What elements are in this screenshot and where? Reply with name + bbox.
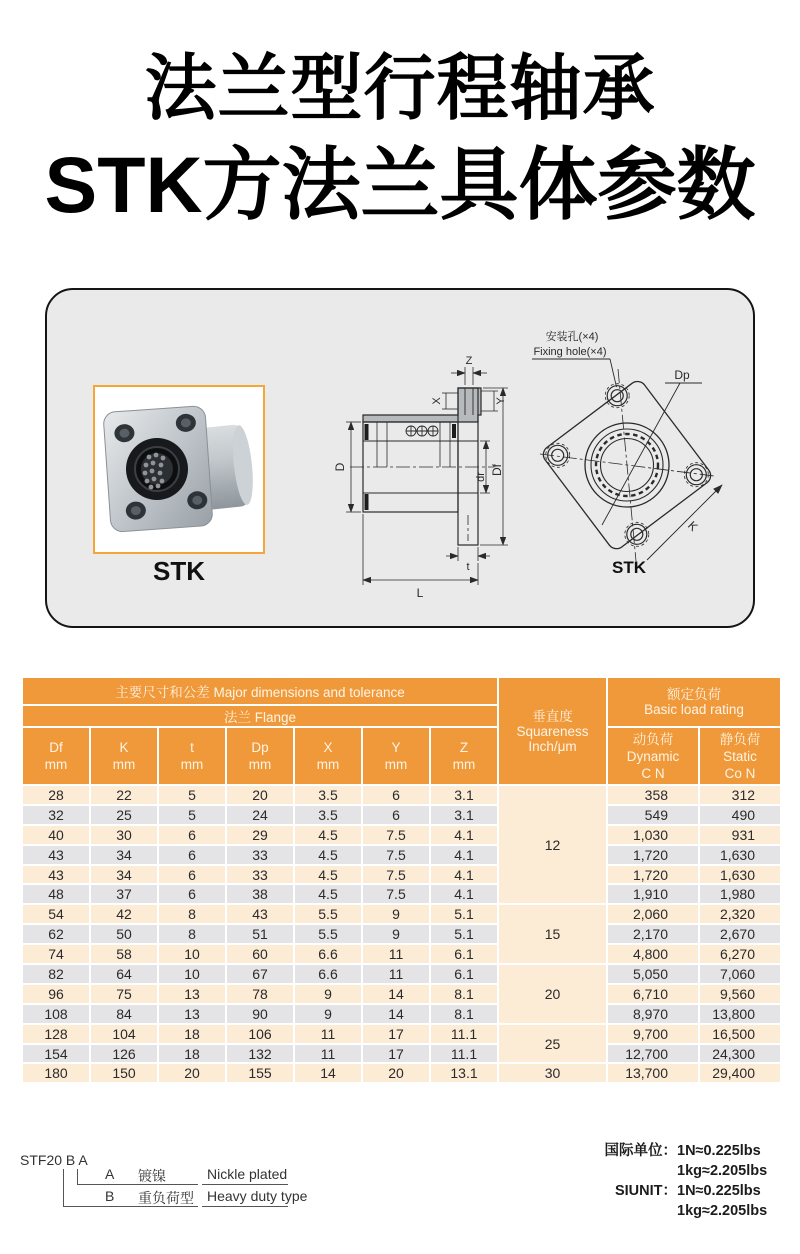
table-row [22, 865, 781, 885]
dim-dp-label: Dp [674, 368, 690, 382]
header-squareness [498, 677, 607, 785]
product-photo [93, 385, 265, 554]
dimension-cell: 51 [226, 924, 294, 944]
dimension-cell: 180 [22, 1063, 90, 1083]
dim-df-label: Df [490, 464, 504, 476]
dynamic-load-cell: 6,710 [607, 984, 699, 1004]
dynamic-load-cell: 13,700 [607, 1063, 699, 1083]
dimension-cell: 6 [158, 884, 226, 904]
dim-z-label: Z [465, 355, 473, 367]
bearing-photo-illustration [95, 387, 263, 552]
page-title: 法兰型行程轴承 [144, 49, 656, 129]
dimension-cell: 8 [158, 904, 226, 924]
dimension-cell: 10 [158, 964, 226, 984]
static-load-cell: 1,630 [699, 865, 781, 885]
dimension-cell: 3.5 [294, 785, 362, 805]
col-df: Df mm [22, 727, 90, 785]
dimension-cell: 9 [294, 1004, 362, 1024]
squareness-cell: 30 [498, 1063, 607, 1083]
dimension-cell: 7.5 [362, 865, 430, 885]
dynamic-load-cell: 2,060 [607, 904, 699, 924]
dimension-cell: 5.1 [430, 904, 498, 924]
dimension-cell: 6 [158, 845, 226, 865]
dimension-cell: 8.1 [430, 984, 498, 1004]
unit-row [575, 1161, 775, 1181]
static-load-cell: 24,300 [699, 1044, 781, 1064]
dimension-cell: 58 [90, 944, 158, 964]
legend-code-a: A [105, 1166, 115, 1182]
dim-dr-label: dr [475, 472, 487, 482]
col-k: K mm [90, 727, 158, 785]
dimension-cell: 20 [226, 785, 294, 805]
dimension-cell: 6 [362, 805, 430, 825]
dim-y-label: Y [495, 397, 507, 405]
col-z: Z mm [430, 727, 498, 785]
dimension-cell: 17 [362, 1044, 430, 1064]
dimension-cell: 9 [294, 984, 362, 1004]
table-row [22, 904, 781, 924]
spec-table [21, 676, 782, 1084]
static-load-cell: 6,270 [699, 944, 781, 964]
static-load-cell: 29,400 [699, 1063, 781, 1083]
dimension-cell: 11.1 [430, 1024, 498, 1044]
legend-code-b: B [105, 1188, 115, 1204]
dimension-cell: 54 [22, 904, 90, 924]
dynamic-load-cell: 9,700 [607, 1024, 699, 1044]
dimension-cell: 28 [22, 785, 90, 805]
dimension-cell: 3.5 [294, 805, 362, 825]
table-row [22, 924, 781, 944]
dynamic-load-cell: 1,720 [607, 865, 699, 885]
dimension-cell: 6 [158, 825, 226, 845]
dimension-cell: 20 [362, 1063, 430, 1083]
col-dynamic: 动负荷 Dynamic C N [607, 727, 699, 785]
unit-conversions [575, 1141, 775, 1221]
table-row [22, 884, 781, 904]
dim-t-label: t [466, 561, 470, 573]
squareness-cell: 20 [498, 964, 607, 1024]
dimension-cell: 64 [90, 964, 158, 984]
dimension-cell: 7.5 [362, 884, 430, 904]
dimension-cell: 4.5 [294, 825, 362, 845]
dimension-cell: 4.1 [430, 825, 498, 845]
squareness-cell: 12 [498, 785, 607, 904]
legend-zh-a: 镀镍 [138, 1168, 166, 1184]
dimension-cell: 29 [226, 825, 294, 845]
col-dp: Dp mm [226, 727, 294, 785]
legend-zh-b: 重负荷型 [138, 1190, 194, 1206]
table-row [22, 1044, 781, 1064]
dimension-cell: 3.1 [430, 805, 498, 825]
table-row [22, 785, 781, 805]
dimension-cell: 20 [158, 1063, 226, 1083]
load-rating-en: Basic load rating [644, 702, 744, 717]
dynamic-load-cell: 2,170 [607, 924, 699, 944]
fixing-hole-label-en: Fixing hole(×4) [533, 346, 607, 358]
dimension-cell: 10 [158, 944, 226, 964]
dimension-cell: 84 [90, 1004, 158, 1024]
dimension-cell: 5 [158, 785, 226, 805]
dimension-cell: 6.1 [430, 944, 498, 964]
dimension-cell: 4.5 [294, 884, 362, 904]
table-row [22, 805, 781, 825]
dimension-cell: 37 [90, 884, 158, 904]
spec-table-body [22, 785, 781, 1083]
diagram-panel [45, 288, 755, 628]
dimension-cell: 62 [22, 924, 90, 944]
unit-value: 1kg≈2.205lbs [677, 1163, 768, 1179]
legend-en-a: Nickle plated [207, 1166, 288, 1182]
dynamic-load-cell: 4,800 [607, 944, 699, 964]
legend-underline-b-en [202, 1206, 288, 1207]
static-load-cell: 7,060 [699, 964, 781, 984]
photo-caption: STK [153, 556, 205, 586]
dimension-cell: 42 [90, 904, 158, 924]
dimension-cell: 104 [90, 1024, 158, 1044]
dim-d-label: D [333, 462, 347, 472]
dimension-cell: 132 [226, 1044, 294, 1064]
dimension-cell: 126 [90, 1044, 158, 1064]
unit-row [575, 1141, 775, 1161]
dimension-cell: 22 [90, 785, 158, 805]
table-row [22, 944, 781, 964]
dimension-cell: 11 [294, 1044, 362, 1064]
header-major-dimensions: 主要尺寸和公差 Major dimensions and tolerance [22, 677, 498, 705]
col-t: t mm [158, 727, 226, 785]
fixing-hole-label-zh: 安装孔(×4) [545, 331, 599, 343]
dimension-cell: 4.1 [430, 884, 498, 904]
static-load-cell: 931 [699, 825, 781, 845]
legend-line-b-vertical [63, 1169, 64, 1206]
dimension-cell: 11 [362, 964, 430, 984]
dimension-cell: 7.5 [362, 825, 430, 845]
dimension-cell: 32 [22, 805, 90, 825]
dimension-cell: 154 [22, 1044, 90, 1064]
dimension-cell: 90 [226, 1004, 294, 1024]
dynamic-load-cell: 12,700 [607, 1044, 699, 1064]
dimension-cell: 5 [158, 805, 226, 825]
dimension-cell: 25 [90, 805, 158, 825]
dimension-cell: 78 [226, 984, 294, 1004]
dimension-cell: 3.1 [430, 785, 498, 805]
dimension-cell: 6.6 [294, 944, 362, 964]
legend-en-b: Heavy duty type [207, 1188, 308, 1204]
dimension-cell: 155 [226, 1063, 294, 1083]
dimension-cell: 11 [362, 944, 430, 964]
dimension-cell: 43 [226, 904, 294, 924]
model-code: STF20 B A [20, 1152, 88, 1168]
dimension-cell: 4.5 [294, 845, 362, 865]
dimension-cell: 74 [22, 944, 90, 964]
static-load-cell: 13,800 [699, 1004, 781, 1024]
dimension-cell: 8 [158, 924, 226, 944]
dimension-cell: 150 [90, 1063, 158, 1083]
dimension-cell: 14 [294, 1063, 362, 1083]
dimension-cell: 4.1 [430, 865, 498, 885]
drawing-caption: STK [612, 558, 646, 577]
unit-value: 1kg≈2.205lbs [677, 1203, 768, 1219]
dimension-cell: 43 [22, 865, 90, 885]
table-row [22, 984, 781, 1004]
dimension-cell: 5.1 [430, 924, 498, 944]
table-row [22, 825, 781, 845]
side-view-drawing [332, 307, 532, 607]
dimension-cell: 75 [90, 984, 158, 1004]
dimension-cell: 17 [362, 1024, 430, 1044]
table-row [22, 964, 781, 984]
dimension-cell: 9 [362, 904, 430, 924]
dynamic-load-cell: 8,970 [607, 1004, 699, 1024]
legend-line-a-vertical [77, 1169, 78, 1185]
dynamic-load-cell: 1,720 [607, 845, 699, 865]
dimension-cell: 5.5 [294, 904, 362, 924]
unit-value: 1N≈0.225lbs [677, 1143, 761, 1159]
unit-label [575, 1201, 677, 1221]
dimension-cell: 14 [362, 984, 430, 1004]
dimension-cell: 30 [90, 825, 158, 845]
dimension-cell: 13.1 [430, 1063, 498, 1083]
dynamic-load-cell: 1,910 [607, 884, 699, 904]
column-header-row [22, 727, 781, 785]
dimension-cell: 38 [226, 884, 294, 904]
dimension-cell: 106 [226, 1024, 294, 1044]
table-row [22, 1024, 781, 1044]
dimension-cell: 6.1 [430, 964, 498, 984]
dimension-cell: 33 [226, 845, 294, 865]
squareness-unit: Inch/μm [528, 738, 577, 754]
dim-k-label: K [685, 518, 701, 534]
dimension-cell: 18 [158, 1044, 226, 1064]
legend-underline-a-en [202, 1184, 288, 1185]
dimension-cell: 67 [226, 964, 294, 984]
table-row [22, 1063, 781, 1083]
dimension-cell: 11 [294, 1024, 362, 1044]
dimension-cell: 6 [362, 785, 430, 805]
dimension-cell: 7.5 [362, 845, 430, 865]
dimension-cell: 5.5 [294, 924, 362, 944]
squareness-en: Squareness [516, 723, 589, 739]
dimension-cell: 8.1 [430, 1004, 498, 1024]
dimension-cell: 4.1 [430, 845, 498, 865]
dimension-cell: 60 [226, 944, 294, 964]
col-y: Y mm [362, 727, 430, 785]
dimension-cell: 6 [158, 865, 226, 885]
dimension-cell: 6.6 [294, 964, 362, 984]
table-row [22, 1004, 781, 1024]
static-load-cell: 2,670 [699, 924, 781, 944]
dynamic-load-cell: 5,050 [607, 964, 699, 984]
dimension-cell: 33 [226, 865, 294, 885]
header-load-rating [607, 677, 781, 727]
dynamic-load-cell: 1,030 [607, 825, 699, 845]
static-load-cell: 9,560 [699, 984, 781, 1004]
dynamic-load-cell: 358 [607, 785, 699, 805]
static-load-cell: 1,980 [699, 884, 781, 904]
unit-row [575, 1201, 775, 1221]
dynamic-load-cell: 549 [607, 805, 699, 825]
page-subtitle: STK方法兰具体参数 [44, 140, 756, 229]
dimension-cell: 43 [22, 845, 90, 865]
col-x: X mm [294, 727, 362, 785]
unit-row [575, 1181, 775, 1201]
dimension-cell: 34 [90, 845, 158, 865]
dimension-cell: 13 [158, 984, 226, 1004]
unit-value: 1N≈0.225lbs [677, 1183, 761, 1199]
col-static: 静负荷 Static Co N [699, 727, 781, 785]
dim-x-label: X [431, 397, 443, 405]
dimension-cell: 40 [22, 825, 90, 845]
dimension-cell: 34 [90, 865, 158, 885]
dimension-cell: 13 [158, 1004, 226, 1024]
dimension-cell: 108 [22, 1004, 90, 1024]
dimension-cell: 24 [226, 805, 294, 825]
dimension-cell: 14 [362, 1004, 430, 1024]
dimension-cell: 18 [158, 1024, 226, 1044]
dimension-cell: 96 [22, 984, 90, 1004]
squareness-cell: 15 [498, 904, 607, 964]
static-load-cell: 2,320 [699, 904, 781, 924]
unit-label: 国际单位： [604, 1143, 677, 1159]
unit-label: SIUNIT： [614, 1183, 677, 1199]
load-rating-zh: 额定负荷 [667, 687, 722, 702]
header-flange: 法兰 Flange [22, 705, 498, 727]
dimension-cell: 82 [22, 964, 90, 984]
dimension-cell: 128 [22, 1024, 90, 1044]
static-load-cell: 312 [699, 785, 781, 805]
table-row [22, 845, 781, 865]
dimension-cell: 9 [362, 924, 430, 944]
dimension-cell: 48 [22, 884, 90, 904]
static-load-cell: 16,500 [699, 1024, 781, 1044]
dimension-cell: 11.1 [430, 1044, 498, 1064]
static-load-cell: 1,630 [699, 845, 781, 865]
dim-l-label: L [416, 586, 424, 600]
dimension-cell: 4.5 [294, 865, 362, 885]
static-load-cell: 490 [699, 805, 781, 825]
squareness-cell: 25 [498, 1024, 607, 1064]
unit-label [575, 1161, 677, 1181]
squareness-zh: 垂直度 [532, 708, 573, 724]
dimension-cell: 50 [90, 924, 158, 944]
